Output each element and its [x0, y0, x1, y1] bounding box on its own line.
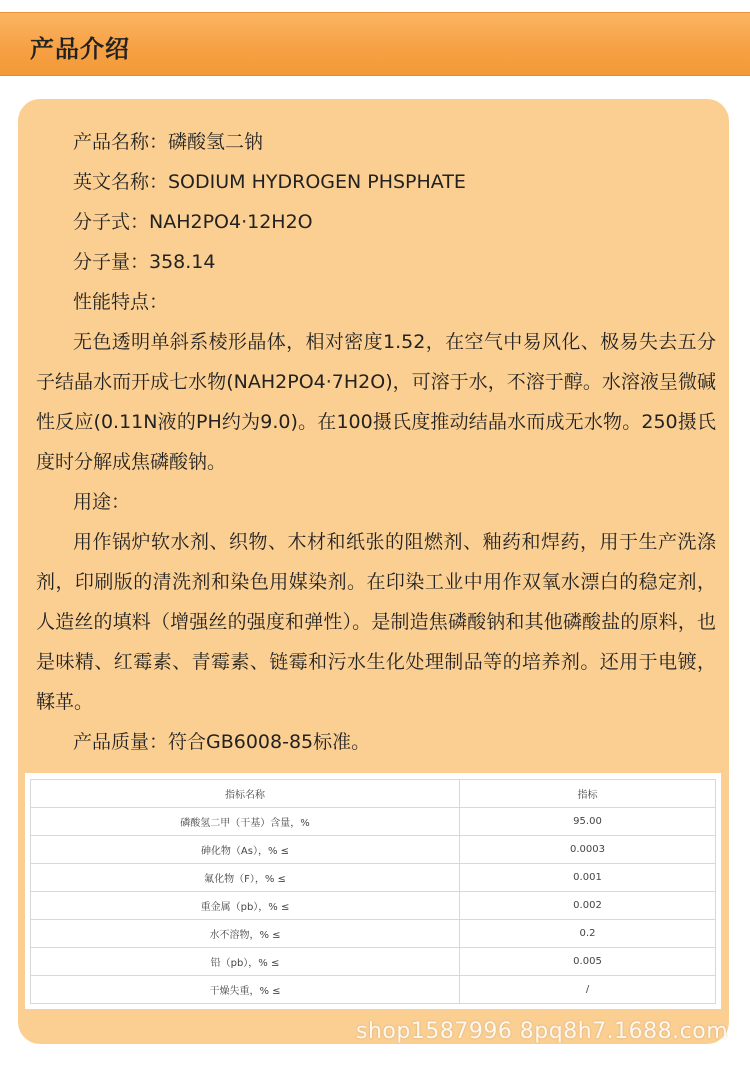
table-row	[31, 864, 716, 892]
table-row	[31, 920, 716, 948]
product-description	[36, 122, 716, 762]
table-row	[31, 836, 716, 864]
table-row	[31, 948, 716, 976]
properties-heading: 性能特点：	[73, 291, 169, 313]
table-cell-name: 氟化物（F），% ≤	[31, 864, 460, 892]
table-cell-value: /	[460, 976, 716, 1004]
uses-heading: 用途：	[73, 491, 131, 513]
molecular-weight: 分子量：358.14	[73, 251, 216, 273]
molecular-formula: 分子式：NAH2PO4·12H2O	[73, 211, 313, 233]
table-cell-value: 0.002	[460, 892, 716, 920]
spec-table	[30, 779, 716, 1004]
table-row	[31, 976, 716, 1004]
properties-text: 无色透明单斜系棱形晶体，相对密度1.52，在空气中易风化、极易失去五分子结晶水而开成七水物(NAH2PO4·7H2O)，可溶于水，不溶于醇。水溶液呈微碱性反应(0.11N液的PH约为9.0)。在100摄氏度推动结晶水而成无水物。250摄氏度时分解成焦磷酸钠。	[36, 331, 716, 473]
table-cell-name: 水不溶物，% ≤	[31, 920, 460, 948]
section-title: 产品介绍	[30, 35, 130, 63]
product-name: 产品名称：磷酸氢二钠	[73, 131, 264, 153]
table-header-row	[31, 780, 716, 808]
english-name: 英文名称：SODIUM HYDROGEN PHSPHATE	[73, 171, 466, 193]
uses-text: 用作锅炉软水剂、织物、木材和纸张的阻燃剂、釉药和焊药，用于生产洗涤剂，印刷版的清洗剂和染色用媒染剂。在印染工业中用作双氧水漂白的稳定剂，人造丝的填料（增强丝的强度和弹性）。是制造焦磷酸钠和其他磷酸盐的原料，也是味精、红霉素、青霉素、链霉和污水生化处理制品等的培养剂。还用于电镀，鞣革。	[36, 531, 716, 713]
table-cell-name: 铅（pb），% ≤	[31, 948, 460, 976]
table-cell-value: 0.001	[460, 864, 716, 892]
table-cell-value: 95.00	[460, 808, 716, 836]
table-row	[31, 892, 716, 920]
column-header-indicator-name: 指标名称	[31, 780, 460, 808]
table-row	[31, 808, 716, 836]
table-cell-value: 0.005	[460, 948, 716, 976]
table-cell-value: 0.0003	[460, 836, 716, 864]
table-cell-name: 砷化物（As），% ≤	[31, 836, 460, 864]
table-cell-value: 0.2	[460, 920, 716, 948]
table-cell-name: 干燥失重，% ≤	[31, 976, 460, 1004]
section-header	[0, 12, 750, 76]
quality-standard: 产品质量：符合GB6008-85标准。	[73, 731, 371, 753]
table-cell-name: 磷酸氢二甲（干基）含量，%	[31, 808, 460, 836]
table-cell-name: 重金属（pb），% ≤	[31, 892, 460, 920]
column-header-indicator: 指标	[460, 780, 716, 808]
spec-table-container	[25, 773, 721, 1009]
shop-watermark: shop1587996 8pq8h7.1688.com	[356, 1019, 729, 1044]
